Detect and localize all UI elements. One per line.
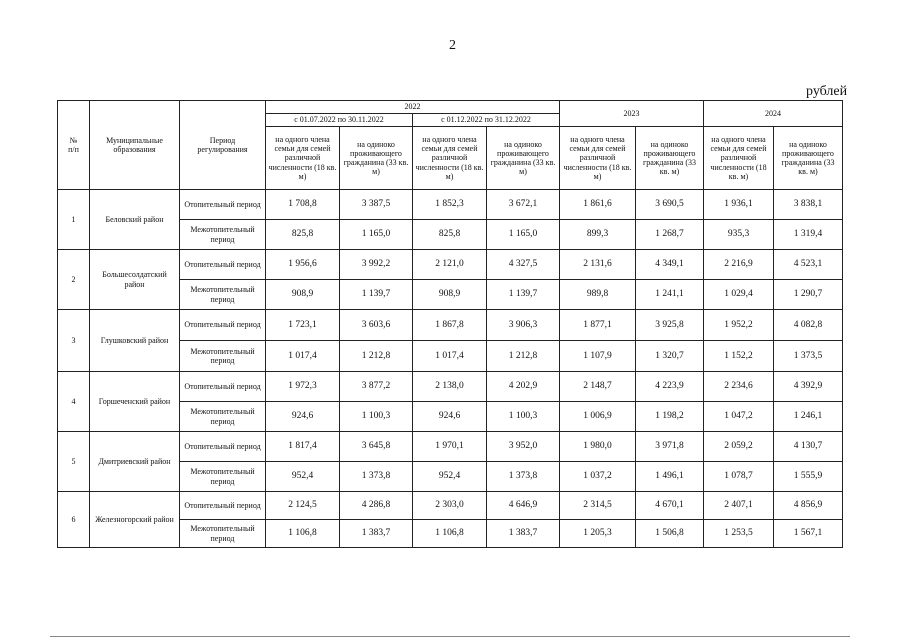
value-cell: 1 861,6: [560, 190, 636, 220]
value-cell: 2 124,5: [266, 492, 340, 520]
value-cell: 1 100,3: [340, 402, 413, 432]
value-cell: 4 082,8: [774, 310, 843, 341]
value-cell: 3 645,8: [340, 432, 413, 462]
value-cell: 1 970,1: [413, 432, 487, 462]
row-number: 2: [58, 250, 90, 310]
period-heating: Отопительный период: [180, 310, 266, 341]
period-non-heating: Межотопительный период: [180, 402, 266, 432]
value-cell: 4 646,9: [487, 492, 560, 520]
header-col-family: на одного члена семьи для семей различной численности (18 кв. м): [704, 127, 774, 190]
value-cell: 1 956,6: [266, 250, 340, 280]
table-row: [58, 372, 843, 402]
value-cell: 4 327,5: [487, 250, 560, 280]
header-period: [180, 101, 266, 190]
row-number: 6: [58, 492, 90, 548]
period-non-heating: Межотопительный период: [180, 462, 266, 492]
value-cell: 1 253,5: [704, 520, 774, 548]
value-cell: 1 708,8: [266, 190, 340, 220]
value-cell: 4 856,9: [774, 492, 843, 520]
value-cell: 2 059,2: [704, 432, 774, 462]
value-cell: 924,6: [413, 402, 487, 432]
header-col-single: на одиноко проживающего гражданина (33 кв. м): [774, 127, 843, 190]
value-cell: 4 286,8: [340, 492, 413, 520]
value-cell: 1 139,7: [340, 280, 413, 310]
value-cell: 4 523,1: [774, 250, 843, 280]
value-cell: 1 506,8: [636, 520, 704, 548]
value-cell: 1 139,7: [487, 280, 560, 310]
value-cell: 1 852,3: [413, 190, 487, 220]
value-cell: 1 268,7: [636, 220, 704, 250]
value-cell: 4 670,1: [636, 492, 704, 520]
header-year-2023: 2023: [560, 101, 704, 127]
value-cell: 1 152,2: [704, 341, 774, 372]
period-non-heating: Межотопительный период: [180, 341, 266, 372]
value-cell: 1 165,0: [340, 220, 413, 250]
header-col-family: на одного члена семьи для семей различной численности (18 кв. м): [413, 127, 487, 190]
header-col-family: на одного члена семьи для семей различной численности (18 кв. м): [560, 127, 636, 190]
value-cell: 1 017,4: [413, 341, 487, 372]
value-cell: 1 980,0: [560, 432, 636, 462]
value-cell: 1 106,8: [266, 520, 340, 548]
value-cell: 3 690,5: [636, 190, 704, 220]
value-cell: 899,3: [560, 220, 636, 250]
period-heating: Отопительный период: [180, 492, 266, 520]
municipality-name: Беловский район: [90, 190, 180, 250]
header-col-family: на одного члена семьи для семей различной численности (18 кв. м): [266, 127, 340, 190]
value-cell: 1 373,8: [487, 462, 560, 492]
value-cell: 825,8: [266, 220, 340, 250]
value-cell: 1 107,9: [560, 341, 636, 372]
value-cell: 2 234,6: [704, 372, 774, 402]
value-cell: 1 078,7: [704, 462, 774, 492]
value-cell: 1 047,2: [704, 402, 774, 432]
value-cell: 935,3: [704, 220, 774, 250]
header-row-number-text: № п/п: [68, 135, 79, 154]
municipality-name: Железногорский район: [90, 492, 180, 548]
value-cell: 1 567,1: [774, 520, 843, 548]
value-cell: 3 387,5: [340, 190, 413, 220]
value-cell: 1 496,1: [636, 462, 704, 492]
value-cell: 4 392,9: [774, 372, 843, 402]
value-cell: 1 320,7: [636, 341, 704, 372]
period-non-heating: Межотопительный период: [180, 280, 266, 310]
period-heating: Отопительный период: [180, 372, 266, 402]
value-cell: 4 223,9: [636, 372, 704, 402]
period-heating: Отопительный период: [180, 432, 266, 462]
header-col-single: на одиноко проживающего гражданина (33 кв. м): [636, 127, 704, 190]
value-cell: 1 383,7: [487, 520, 560, 548]
value-cell: 1 198,2: [636, 402, 704, 432]
value-cell: 2 407,1: [704, 492, 774, 520]
value-cell: 1 952,2: [704, 310, 774, 341]
municipality-name: Большесолдатский район: [90, 250, 180, 310]
table-row: [58, 432, 843, 462]
table-row: [58, 190, 843, 220]
period-heating: Отопительный период: [180, 250, 266, 280]
municipality-name: Горшеченский район: [90, 372, 180, 432]
value-cell: 3 992,2: [340, 250, 413, 280]
value-cell: 2 148,7: [560, 372, 636, 402]
value-cell: 1 006,9: [560, 402, 636, 432]
value-cell: 3 952,0: [487, 432, 560, 462]
header-row-number: [58, 101, 90, 190]
page-number: 2: [449, 38, 456, 53]
value-cell: 952,4: [413, 462, 487, 492]
header-year-2022: 2022: [266, 101, 560, 114]
header-2022-period-a: с 01.07.2022 по 30.11.2022: [266, 114, 413, 127]
value-cell: 1 106,8: [413, 520, 487, 548]
value-cell: 3 925,8: [636, 310, 704, 341]
value-cell: 2 216,9: [704, 250, 774, 280]
value-cell: 1 212,8: [340, 341, 413, 372]
value-cell: 1 029,4: [704, 280, 774, 310]
value-cell: 825,8: [413, 220, 487, 250]
value-cell: 3 971,8: [636, 432, 704, 462]
value-cell: 908,9: [413, 280, 487, 310]
value-cell: 2 131,6: [560, 250, 636, 280]
municipality-name: Глушковский район: [90, 310, 180, 372]
value-cell: 1 817,4: [266, 432, 340, 462]
row-number: 3: [58, 310, 90, 372]
period-heating: Отопительный период: [180, 190, 266, 220]
value-cell: 1 100,3: [487, 402, 560, 432]
table-body: [58, 190, 843, 548]
value-cell: 2 121,0: [413, 250, 487, 280]
value-cell: 1 373,5: [774, 341, 843, 372]
value-cell: 1 867,8: [413, 310, 487, 341]
period-non-heating: Межотопительный период: [180, 220, 266, 250]
row-number: 5: [58, 432, 90, 492]
value-cell: 4 130,7: [774, 432, 843, 462]
value-cell: 3 877,2: [340, 372, 413, 402]
value-cell: 3 906,3: [487, 310, 560, 341]
value-cell: 1 017,4: [266, 341, 340, 372]
value-cell: 952,4: [266, 462, 340, 492]
value-cell: 2 138,0: [413, 372, 487, 402]
header-municipality-text: Муниципальные образования: [106, 135, 163, 154]
value-cell: 1 972,3: [266, 372, 340, 402]
row-number: 4: [58, 372, 90, 432]
value-cell: 1 241,1: [636, 280, 704, 310]
value-cell: 1 290,7: [774, 280, 843, 310]
period-non-heating: Межотопительный период: [180, 520, 266, 548]
value-cell: 2 314,5: [560, 492, 636, 520]
value-cell: 1 246,1: [774, 402, 843, 432]
value-cell: 908,9: [266, 280, 340, 310]
table-header: [58, 101, 843, 190]
row-number: 1: [58, 190, 90, 250]
municipality-name: Дмитриевский район: [90, 432, 180, 492]
value-cell: 1 165,0: [487, 220, 560, 250]
value-cell: 1 383,7: [340, 520, 413, 548]
header-2022-period-b: с 01.12.2022 по 31.12.2022: [413, 114, 560, 127]
value-cell: 1 319,4: [774, 220, 843, 250]
header-municipality: [90, 101, 180, 190]
value-cell: 1 205,3: [560, 520, 636, 548]
units-label: рублей: [806, 84, 848, 99]
page-bottom-rule: [50, 636, 850, 637]
value-cell: 4 202,9: [487, 372, 560, 402]
value-cell: 2 303,0: [413, 492, 487, 520]
value-cell: 4 349,1: [636, 250, 704, 280]
value-cell: 1 212,8: [487, 341, 560, 372]
value-cell: 1 555,9: [774, 462, 843, 492]
value-cell: 1 936,1: [704, 190, 774, 220]
value-cell: 3 838,1: [774, 190, 843, 220]
value-cell: 3 672,1: [487, 190, 560, 220]
table-row: [58, 492, 843, 520]
header-period-text: Период регулирования: [197, 135, 248, 154]
value-cell: 989,8: [560, 280, 636, 310]
header-year-2024: 2024: [704, 101, 843, 127]
tariff-table: [57, 100, 843, 548]
value-cell: 1 723,1: [266, 310, 340, 341]
value-cell: 924,6: [266, 402, 340, 432]
header-col-single: на одиноко проживающего гражданина (33 кв. м): [340, 127, 413, 190]
header-col-single: на одиноко проживающего гражданина (33 кв. м): [487, 127, 560, 190]
value-cell: 1 037,2: [560, 462, 636, 492]
table-row: [58, 250, 843, 280]
value-cell: 1 373,8: [340, 462, 413, 492]
table-row: [58, 310, 843, 341]
value-cell: 1 877,1: [560, 310, 636, 341]
value-cell: 3 603,6: [340, 310, 413, 341]
